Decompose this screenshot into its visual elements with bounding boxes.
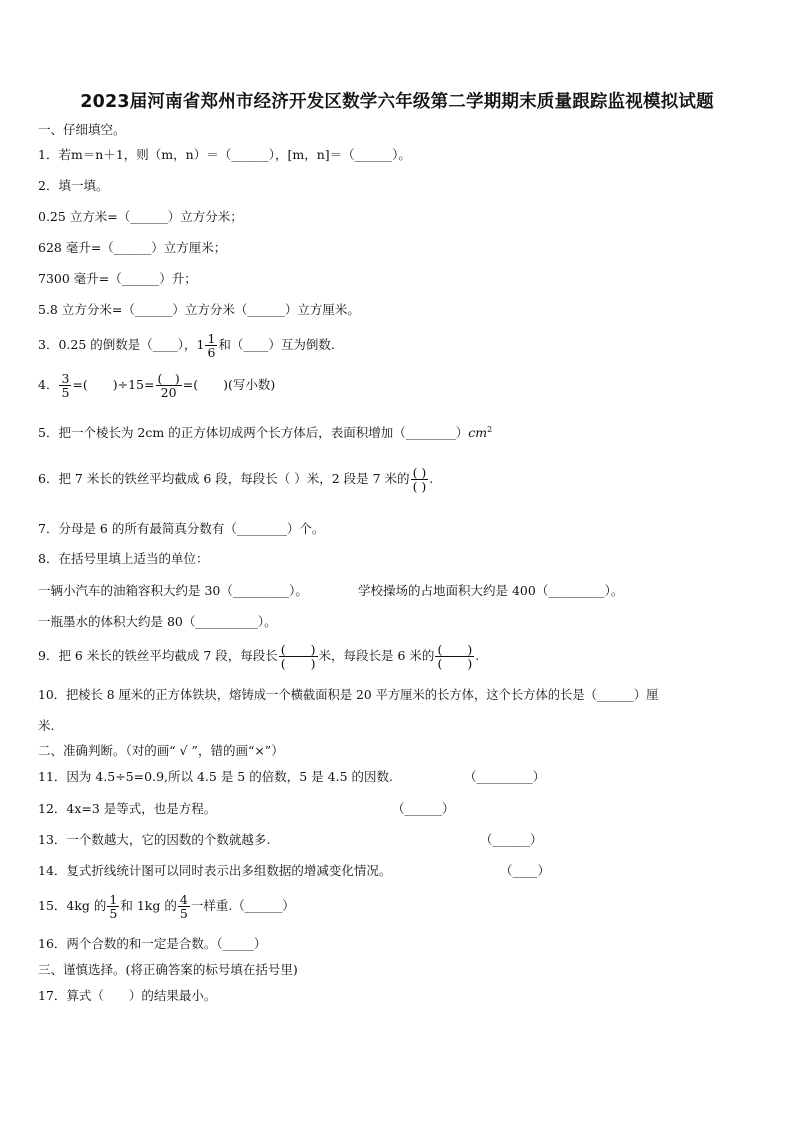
question-8c: 一瓶墨水的体积大约是 80（__________）。 (38, 614, 277, 629)
q6-text-pre: 6．把 7 米长的铁丝平均截成 6 段，每段长（ ）米，2 段是 7 米的 (38, 471, 410, 486)
q15-numerator-1: 1 (109, 892, 118, 907)
question-2d: 5.8 立方分米=（______）立方分米（______）立方厘米。 (38, 302, 360, 317)
q13-answer-blank: （______） (480, 832, 543, 847)
q14-answer-blank: （____） (500, 863, 551, 878)
question-2b: 628 毫升=（______）立方厘米； (38, 240, 227, 255)
q4-fraction-2 (156, 372, 182, 399)
section-2-heading: 二、准确判断。（对的画“ √ ”，错的画“×”） (38, 743, 284, 758)
q15-text-pre: 15．4kg 的 (38, 898, 107, 913)
section-1-heading: 一、仔细填空。 (38, 122, 126, 137)
question-4 (38, 372, 275, 399)
q5-unit: cm (468, 425, 488, 441)
q5-exponent: 2 (487, 425, 493, 434)
q15-text-post: 一样重.（______） (190, 898, 295, 913)
question-12: 12．4x=3 是等式，也是方程。 (38, 801, 217, 816)
q15-text-mid: 和 1kg 的 (120, 898, 177, 913)
q9-fraction-1 (279, 643, 318, 670)
q9-fraction-2 (435, 643, 474, 670)
q4-numerator-1: 3 (61, 371, 70, 386)
q9-text-mid: 米，每段长是 6 米的 (318, 648, 435, 663)
q9-denominator-1: ( ) (280, 656, 316, 671)
q11-answer-blank: （_________） (464, 769, 546, 784)
question-17: 17．算式（ ）的结果最小。 (38, 988, 217, 1003)
q9-numerator-1: ( ) (280, 642, 316, 657)
question-3 (38, 332, 335, 359)
q15-fraction-2 (178, 893, 190, 920)
question-2a: 0.25 立方米=（______）立方分米； (38, 209, 243, 224)
q6-fraction (411, 466, 429, 493)
page-title: 2023届河南省郑州市经济开发区数学六年级第二学期期末质量跟踪监视模拟试题 (80, 92, 714, 112)
q15-denominator-2: 5 (179, 906, 188, 921)
q3-numerator: 1 (207, 331, 216, 346)
section-3-heading: 三、谨慎选择。(将正确答案的标号填在括号里) (38, 962, 298, 977)
question-10-continued: 米. (38, 718, 55, 733)
q6-numerator: ( ) (412, 465, 427, 480)
q3-text-pre: 3．0.25 的倒数是（____），1 (38, 337, 205, 352)
q12-answer-blank: （______） (392, 801, 455, 816)
question-8a: 一辆小汽车的油箱容积大约是 30（_________）。 (38, 583, 308, 598)
q4-numerator-2: ( ) (157, 371, 180, 386)
q9-text-pre: 9．把 6 米长的铁丝平均截成 7 段，每段长 (38, 648, 278, 663)
question-15 (38, 893, 295, 920)
question-2c: 7300 毫升=（______）升； (38, 271, 197, 286)
q15-fraction-1 (107, 893, 119, 920)
question-2: 2．填一填。 (38, 178, 109, 193)
q9-numerator-2: ( ) (437, 642, 473, 657)
question-5 (38, 422, 492, 441)
q6-denominator: ( ) (412, 479, 427, 494)
q9-denominator-2: ( ) (437, 656, 473, 671)
question-16: 16．两个合数的和一定是合数。（_____） (38, 936, 267, 951)
q6-text-post: . (429, 471, 434, 486)
q4-denominator-1: 5 (61, 385, 70, 400)
question-6 (38, 466, 433, 493)
q4-fraction-1 (59, 372, 71, 399)
question-10: 10．把棱长 8 厘米的正方体铁块，熔铸成一个横截面积是 20 平方厘米的长方体，这个长方体的长是（______）厘 (38, 688, 659, 702)
q3-text-post: 和（____）互为倒数. (218, 337, 335, 352)
q4-text-pre: 4． (38, 377, 59, 392)
q5-text: 5．把一个棱长为 2cm 的正方体切成两个长方体后，表面积增加（________） (38, 425, 469, 441)
question-8b: 学校操场的占地面积大约是 400（_________）。 (358, 583, 624, 598)
question-14: 14．复式折线统计图可以同时表示出多组数据的增减变化情况。 (38, 863, 392, 878)
question-8: 8．在括号里填上适当的单位： (38, 551, 209, 566)
q9-text-post: . (475, 648, 480, 663)
q3-fraction (205, 332, 217, 359)
q4-denominator-2: 20 (160, 385, 177, 400)
q15-numerator-2: 4 (179, 892, 188, 907)
q3-denominator: 6 (207, 345, 216, 360)
question-9 (38, 643, 479, 670)
q4-text-post: =( )(写小数) (182, 377, 276, 392)
question-7: 7．分母是 6 的所有最简真分数有（________）个。 (38, 521, 325, 536)
question-13: 13．一个数越大，它的因数的个数就越多. (38, 832, 271, 847)
question-11: 11．因为 4.5÷5=0.9,所以 4.5 是 5 的倍数，5 是 4.5 的因数. (38, 769, 393, 784)
q15-denominator-1: 5 (109, 906, 118, 921)
question-1: 1．若m＝n＋1，则（m，n）＝（______），[m，n]＝（______）。 (38, 147, 411, 162)
q4-text-mid: =( )÷15= (72, 377, 155, 392)
